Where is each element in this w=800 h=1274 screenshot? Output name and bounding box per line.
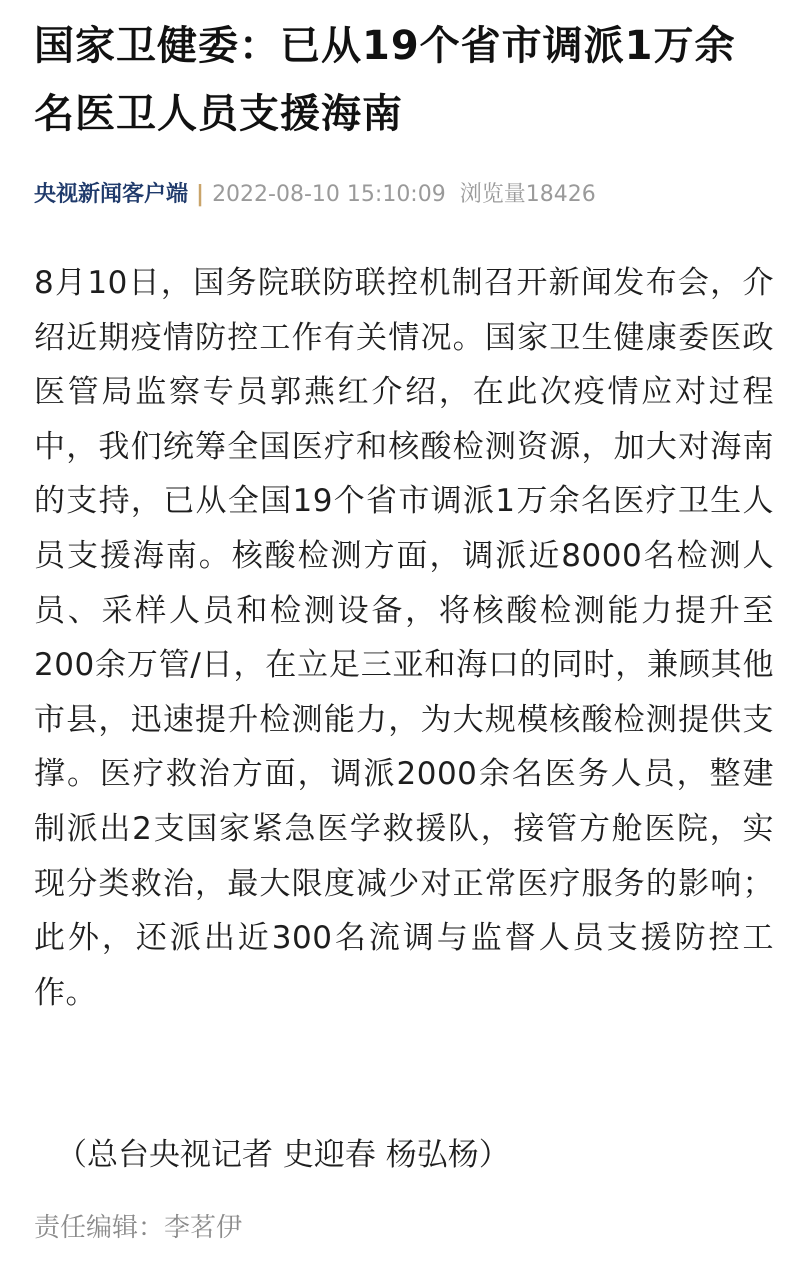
responsible-editor: 责任编辑：李茗伊 (34, 1213, 243, 1243)
reporter-byline: （总台央视记者 史迎春 杨弘杨） (56, 1137, 510, 1173)
publish-datetime: 2022-08-10 15:10:09 (212, 182, 446, 207)
source-name[interactable]: 央视新闻客户端 (34, 182, 189, 207)
views-count: 18426 (525, 182, 596, 207)
article-meta (34, 178, 596, 212)
article-body: 8月10日，国务院联防联控机制召开新闻发布会，介绍近期疫情防控工作有关情况。国家卫生健康委医政医管局监察专员郭燕红介绍，在此次疫情应对过程中，我们统筹全国医疗和核酸检测资源，加大对海南的支持，已从全国19个省市调派1万余名医疗卫生人员支援海南。核酸检测方面，调派近8000名检测人员、采样人员和检测设备，将核酸检测能力提升至200余万管/日，在立足三亚和海口的同时，兼顾其他市县，迅速提升检测能力，为大规模核酸检测提供支撑。医疗救治方面，调派2000余名医务人员，整建制派出2支国家紧急医学救援队，接管方舱医院，实现分类救治，最大限度减少对正常医疗服务的影响；此外，还派出近300名流调与监督人员支援防控工作。 (34, 265, 774, 1011)
views-label: 浏览量 (459, 182, 526, 207)
article-title: 国家卫健委：已从19个省市调派1万余名医卫人员支援海南 (34, 23, 736, 137)
meta-separator: | (196, 182, 205, 207)
